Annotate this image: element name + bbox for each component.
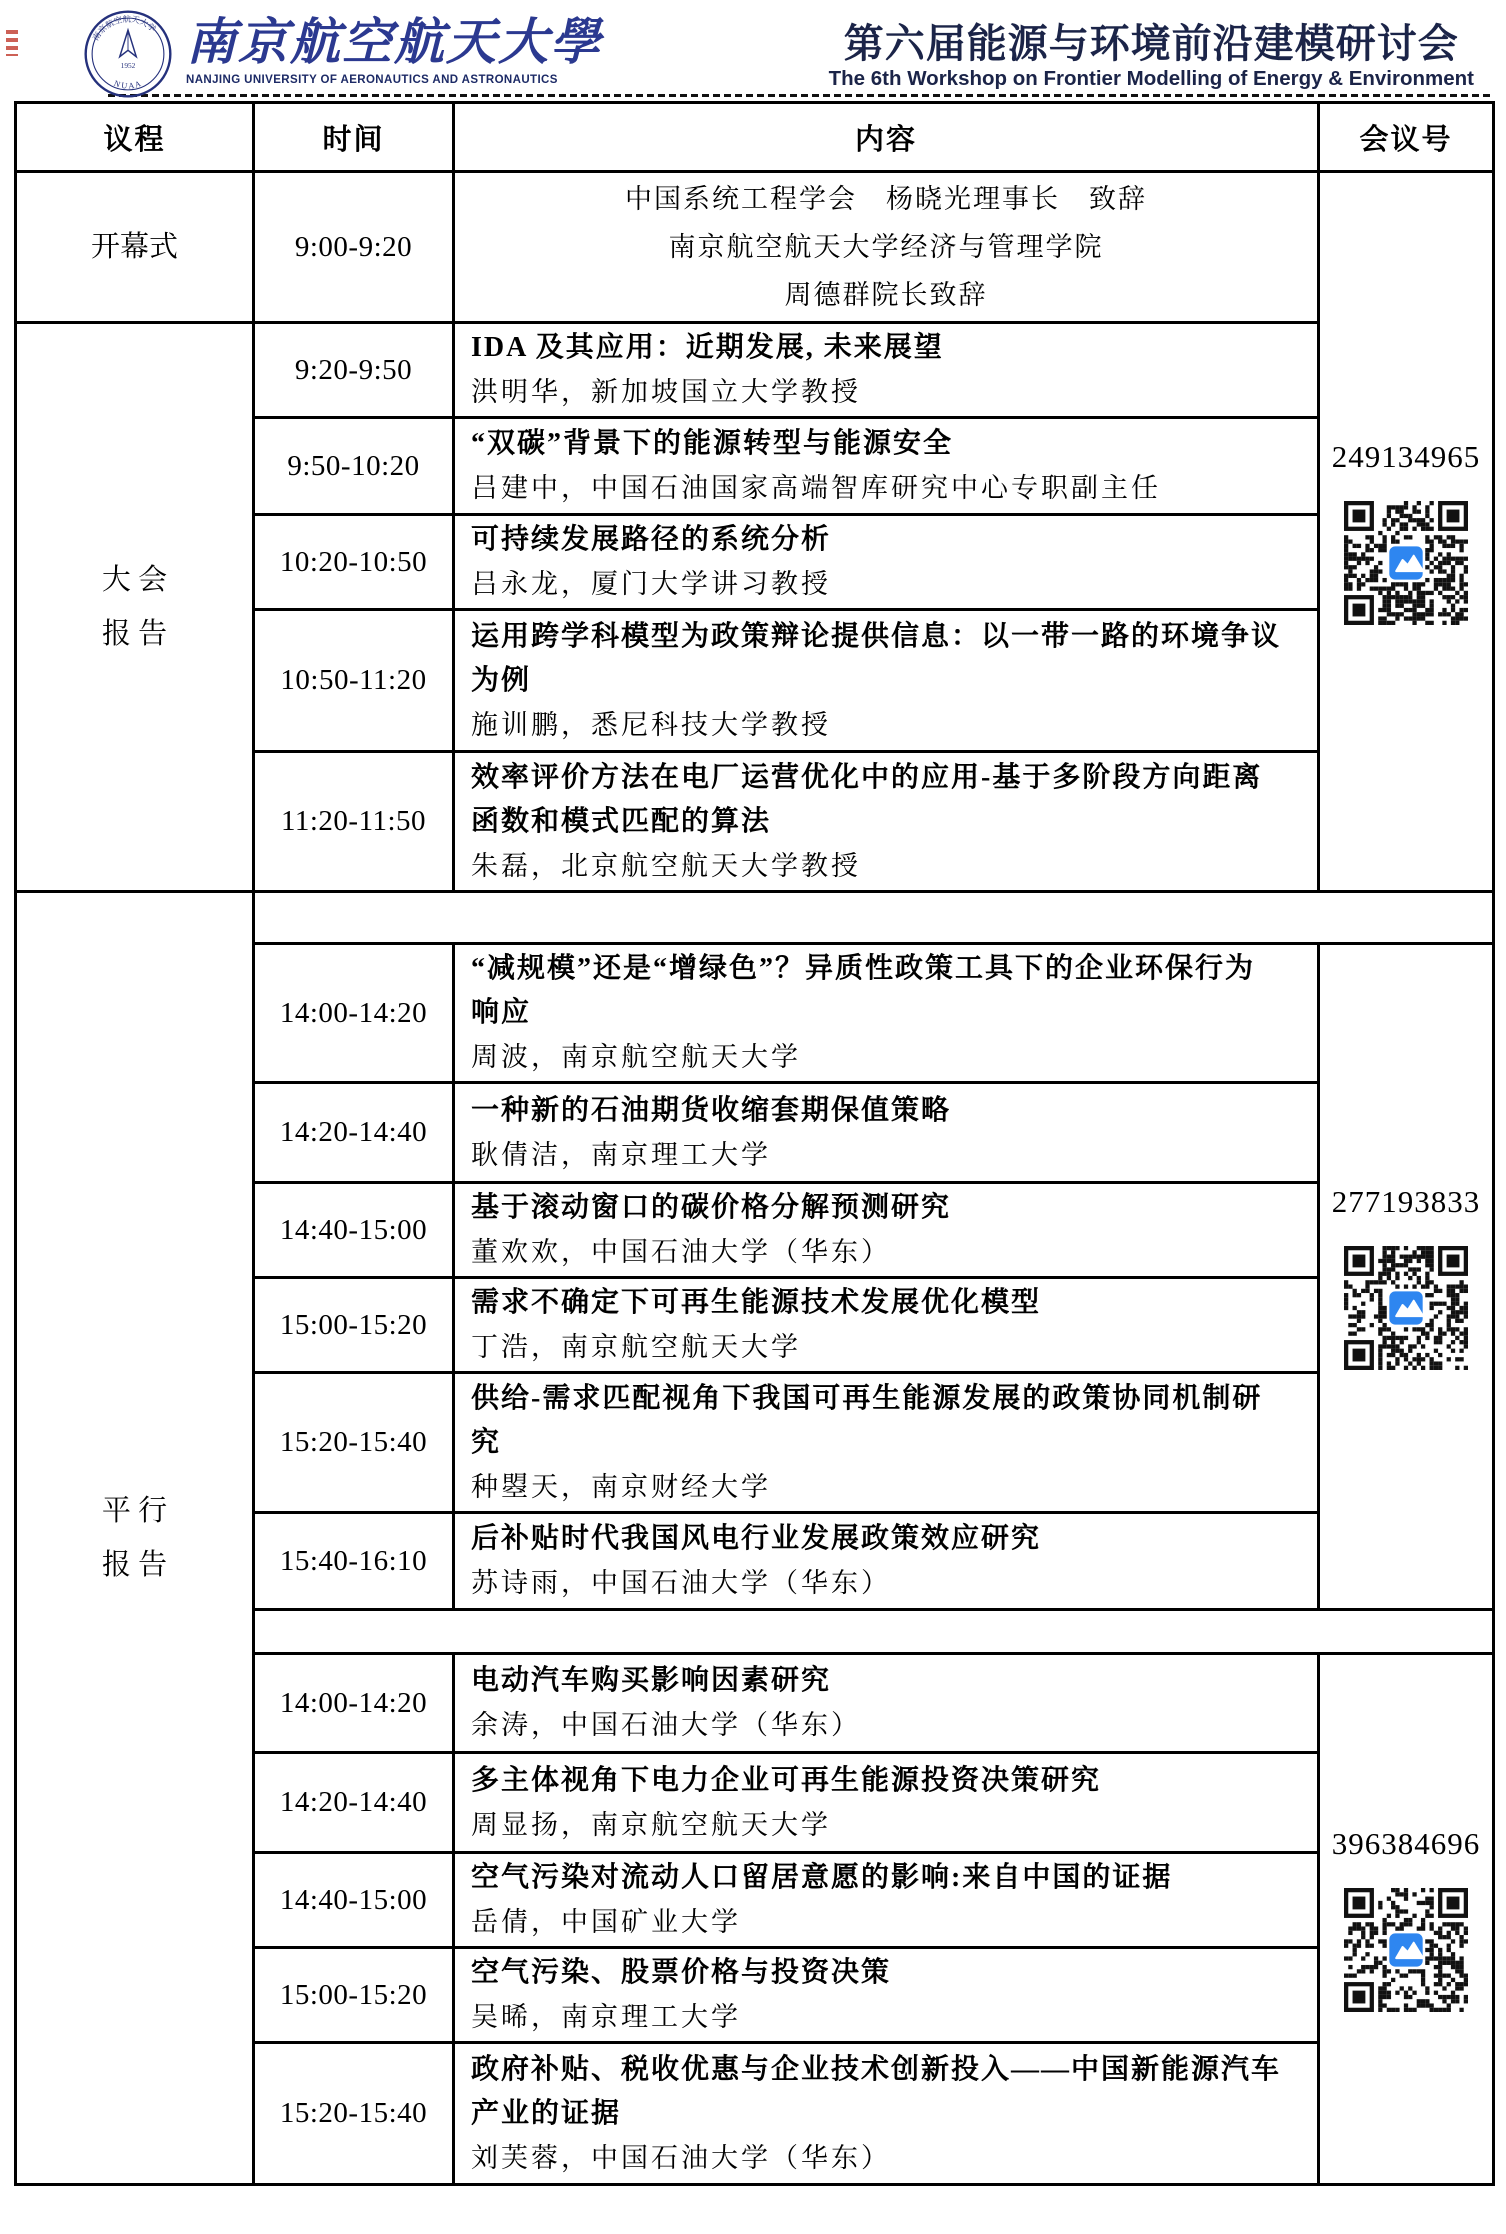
meeting-cell-session1 (1319, 944, 1494, 1610)
qr-code-session1 (1344, 1246, 1468, 1370)
talk-content (454, 1948, 1319, 2043)
talk-title: 政府补贴、税收优惠与企业技术创新投入——中国新能源汽车产业的证据 (471, 2053, 1282, 2129)
talk-content (454, 1083, 1319, 1183)
talk-time: 14:20-14:40 (254, 1753, 454, 1853)
workshop-title-cn: 第六届能源与环境前沿建模研讨会 (843, 22, 1459, 66)
talk-speaker: 吴晞，南京理工大学 (471, 2002, 741, 2032)
logo-year: 1952 (120, 60, 136, 70)
agenda-cell-opening: 开幕式 (16, 172, 254, 323)
talk-title: IDA 及其应用：近期发展, 未来展望 (471, 332, 944, 363)
talk-title: 多主体视角下电力企业可再生能源投资决策研究 (471, 1764, 1102, 1796)
talk-time: 14:40-15:00 (254, 1853, 454, 1948)
talk-speaker: 施训鹏，悉尼科技大学教授 (471, 709, 831, 740)
talk-speaker: 耿倩洁，南京理工大学 (471, 1139, 771, 1170)
opening-time: 9:00-9:20 (254, 172, 454, 323)
agenda-cell-plenary (16, 323, 254, 892)
talk-speaker: 董欢欢，中国石油大学（华东） (471, 1237, 891, 1267)
talk-time: 15:20-15:40 (254, 2043, 454, 2185)
talk-speaker: 周波，南京航空航天大学 (471, 1042, 801, 1072)
talk-time: 10:20-10:50 (254, 515, 454, 610)
talk-content (454, 1278, 1319, 1373)
talk-time: 11:20-11:50 (254, 752, 454, 892)
talk-speaker: 岳倩，中国矿业大学 (471, 1907, 741, 1937)
university-brand (82, 8, 602, 100)
meeting-cell-session2 (1319, 1654, 1494, 2185)
talk-speaker: 丁浩，南京航空航天大学 (471, 1332, 801, 1362)
agenda-label-line: 报 告 (101, 1549, 168, 1581)
column-header-content: 内容 (454, 103, 1319, 172)
talk-title: 空气污染对流动人口留居意愿的影响:来自中国的证据 (471, 1862, 1173, 1893)
agenda-label-line: 报 告 (101, 618, 168, 650)
university-name-en: NANJING UNIVERSITY OF AERONAUTICS AND ASTRONAUTICS (186, 74, 558, 86)
talk-content (454, 1183, 1319, 1278)
talk-time: 14:20-14:40 (254, 1083, 454, 1183)
talk-content (454, 418, 1319, 515)
talk-content (454, 1853, 1319, 1948)
talk-speaker: 余涛，中国石油大学（华东） (471, 1710, 861, 1740)
talk-time: 15:00-15:20 (254, 1278, 454, 1373)
talk-content (454, 515, 1319, 610)
talk-title: 空气污染、股票价格与投资决策 (471, 1957, 892, 1988)
agenda-table (14, 101, 1495, 2186)
talk-content (454, 1753, 1319, 1853)
talk-content (454, 1654, 1319, 1753)
talk-time: 9:20-9:50 (254, 323, 454, 418)
talk-content (454, 752, 1319, 892)
talk-speaker: 周显扬，南京航空航天大学 (471, 1809, 831, 1840)
talk-speaker: 朱磊，北京航空航天大学教授 (471, 850, 861, 881)
talk-time: 10:50-11:20 (254, 610, 454, 752)
talk-time: 14:00-14:20 (254, 1654, 454, 1753)
talk-title: 运用跨学科模型为政策辩论提供信息：以一带一路的环境争议为例 (471, 620, 1282, 696)
workshop-title-block (829, 22, 1474, 91)
spacer-row (16, 892, 1494, 944)
talk-content (454, 1373, 1319, 1513)
table-row-opening (16, 172, 1494, 323)
opening-line: 南京航空航天大学经济与管理学院 (668, 232, 1104, 262)
column-header-meeting: 会议号 (1319, 103, 1494, 172)
talk-content (454, 323, 1319, 418)
meeting-id-session2: 396384696 (1331, 1826, 1481, 1861)
talk-title: 供给-需求匹配视角下我国可再生能源发展的政策协同机制研究 (471, 1382, 1263, 1458)
talk-time: 14:40-15:00 (254, 1183, 454, 1278)
section-spacer (254, 1610, 1494, 1654)
meeting-id-session1: 277193833 (1331, 1183, 1481, 1219)
talk-speaker: 吕建中，中国石油国家高端智库研究中心专职副主任 (471, 473, 1161, 503)
agenda-label-line: 平 行 (101, 1495, 168, 1527)
talk-title: 电动汽车购买影响因素研究 (471, 1665, 832, 1696)
talk-content (454, 944, 1319, 1083)
column-header-agenda: 议程 (16, 103, 254, 172)
agenda-cell-parallel (16, 892, 254, 2185)
opening-line: 周德群院长致辞 (784, 280, 988, 310)
svg-text:南京航空航天大学: 南京航空航天大学 (91, 14, 158, 43)
university-logo (82, 8, 174, 100)
talk-time: 15:40-16:10 (254, 1513, 454, 1610)
talk-title: 基于滚动窗口的碳价格分解预测研究 (471, 1192, 952, 1223)
talk-title: 需求不确定下可再生能源技术发展优化模型 (471, 1287, 1042, 1318)
red-seal-mark (6, 30, 18, 56)
talk-speaker: 洪明华，新加坡国立大学教授 (471, 377, 861, 407)
talk-title: 后补贴时代我国风电行业发展政策效应研究 (471, 1523, 1042, 1554)
talk-speaker: 吕永龙，厦门大学讲习教授 (471, 569, 831, 599)
page-header (0, 0, 1506, 92)
talk-title: “减规模”还是“增绿色”？异质性政策工具下的企业环保行为响应 (471, 953, 1256, 1028)
talk-title: 可持续发展路径的系统分析 (471, 524, 832, 555)
talk-content (454, 610, 1319, 752)
talk-title: 一种新的石油期货收缩套期保值策略 (471, 1094, 952, 1126)
table-row (16, 323, 1494, 418)
column-header-time: 时间 (254, 103, 454, 172)
opening-content (454, 172, 1319, 323)
talk-time: 9:50-10:20 (254, 418, 454, 515)
table-header-row (16, 103, 1494, 172)
university-name-cn: 南京航空航天大學 (186, 12, 602, 71)
svg-text:N U A A: N U A A (112, 78, 143, 91)
meeting-cell-plenary (1319, 172, 1494, 892)
talk-time: 15:20-15:40 (254, 1373, 454, 1513)
talk-time: 14:00-14:20 (254, 944, 454, 1083)
talk-time: 15:00-15:20 (254, 1948, 454, 2043)
section-spacer (254, 892, 1494, 944)
talk-title: “双碳”背景下的能源转型与能源安全 (471, 428, 954, 459)
talk-speaker: 种曌天，南京财经大学 (471, 1471, 771, 1502)
meeting-id-plenary: 249134965 (1331, 438, 1481, 474)
workshop-title-en: The 6th Workshop on Frontier Modelling of Energy & Environment (828, 67, 1474, 90)
qr-code-session2 (1344, 1888, 1468, 2012)
qr-code-plenary (1344, 501, 1468, 625)
agenda-label-line: 大 会 (101, 564, 168, 596)
talk-speaker: 苏诗雨，中国石油大学（华东） (471, 1568, 891, 1598)
talk-speaker: 刘芙蓉，中国石油大学（华东） (471, 2142, 891, 2173)
opening-line: 中国系统工程学会 杨晓光理事长 致辞 (625, 184, 1147, 214)
talk-content (454, 2043, 1319, 2185)
talk-title: 效率评价方法在电厂运营优化中的应用-基于多阶段方向距离函数和模式匹配的算法 (471, 761, 1263, 837)
talk-content (454, 1513, 1319, 1610)
